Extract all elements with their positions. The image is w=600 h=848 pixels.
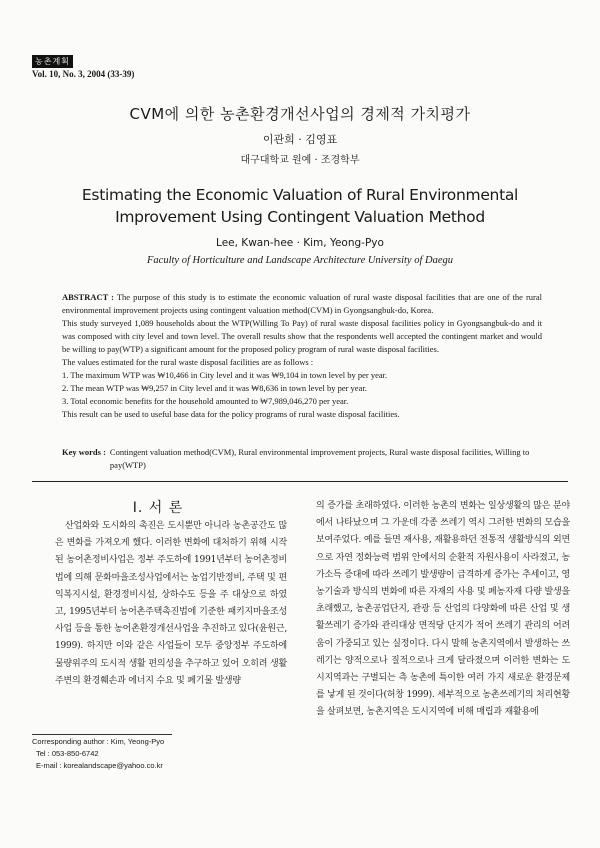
keywords <box>62 446 542 472</box>
abstract-label: ABSTRACT : <box>62 292 114 302</box>
authors-korean: 이관희 · 김영표 <box>262 133 338 146</box>
authors-english: Lee, Kwan-hee · Kim, Yeong-Pyo <box>216 237 384 249</box>
title-english: Estimating the Economic Valuation of Rural Environmental Improvement Using Contingent Valuation Method <box>81 186 519 226</box>
keywords-label: Key words : <box>62 447 106 457</box>
keywords-text: Contingent valuation method(CVM), Rural environmental improvement projects, Rural waste disposal facilities, Willing to pay(WTP) <box>109 447 530 470</box>
abstract-paragraph: The values estimated for the rural waste disposal facilities are as follows : <box>62 357 314 367</box>
footnote-author: Corresponding author : Kim, Yeong-Pyo <box>32 737 165 746</box>
journal-volume: Vol. 10, No. 3, 2004 (33-39) <box>32 69 135 79</box>
section-divider <box>32 481 568 482</box>
abstract-result-item: 3. Total economic benefits for the household amounted to ₩7,989,046,270 per year. <box>62 396 349 406</box>
abstract-result-item: 1. The maximum WTP was ₩10,466 in City level and it was ₩9,104 in town level by per year. <box>62 370 388 380</box>
section-heading: I. 서 론 <box>132 500 184 516</box>
affiliation-korean: 대구대학교 원예 · 조경학부 <box>240 155 360 166</box>
abstract-result-item: 2. The mean WTP was ₩9,257 in City level and it was ₩8,636 in town level by per year. <box>62 383 367 393</box>
body-column-right: 의 증가를 초래하였다. 이러한 농촌의 변화는 일상생활의 많은 분야에서 나타났으며 그 가운데 각종 쓰레기 역시 그러한 변화의 모습을 보여주었다. 예를 들면 재사용, 재활용하던 전통적 생활방식의 외면으로 자연 정화능력 범위 안에서의 순환적 자원사용이 사라졌고, 농가소득 증대에 따라 쓰레기 발생량이 급격하게 증가는 추세이고, 영농기술과 방식의 변화에 따른 자재의 사용 및 폐농자재 다량 발생을 초래했고, 농촌공업단지, 관광 등 산업의 다양화에 따른 산업 및 생활쓰레기 증가와 관리대상 면적당 단지가 적어 쓰레기 관리의 어려움이 가중되고 있는 실정이다. 다시 말해 농촌지역에서 발생하는 쓰레기는 양적으로나 질적으로나 크게 달라졌으며 이러한 변화는 도시지역과는 구별되는 측 농촌에 특이한 여러 가지 새로운 환경문제를 낳게 된 것이다(허창 1999). 세부적으로 농촌쓰레기의 처리현황을 살펴보면, 농촌지역은 도시지역에 비해 매립과 재활용에 <box>316 501 570 718</box>
affiliation-english: Faculty of Horticulture and Landscape Architecture University of Daegu <box>147 255 453 266</box>
abstract-text: The purpose of this study is to estimate the economic valuation of rural waste disposal facilities that are one of the rural environmental improvement projects using contingent valuation method(CVM) in Gyongsangbuk-do, Korea. <box>62 292 543 315</box>
body-column-left: 산업화와 도시화의 촉진은 도시뿐만 아니라 농촌공간도 많은 변화를 가져오게 했다. 이러한 변화에 대처하기 위해 시작된 농어촌정비사업은 정부 주도하에 1991년부터 농어촌정비법에 의해 문화마을조성사업에서는 농업기반정비, 주택 및 편익복지시설, 환경정비시설, 상하수도 등을 주 대상으로 하였고, 1995년부터 농어촌주택촉진법에 기준한 패키지마을조성사업 등을 통한 농어촌환경개선사업을 추진하고 있다(윤원근, 1999). 하지만 이와 같은 사업들이 모두 중앙정부 주도하에 물량위주의 도시적 생활 편의성을 추구하고 있어 오히려 생활주변의 환경훼손과 에너지 수요 및 폐기물 발생량 <box>55 521 287 686</box>
title-korean: CVM에 의한 농촌환경개선사업의 경제적 가치평가 <box>129 105 471 123</box>
footnote-divider <box>32 734 172 735</box>
footnote <box>32 736 164 772</box>
footnote-tel: Tel : 053-850-6742 <box>36 749 99 758</box>
journal-badge: 농촌계획 <box>32 55 73 68</box>
abstract-paragraph: This result can be used to useful base data for the policy programs of rural waste disposal facilities. <box>62 409 400 419</box>
abstract-paragraph <box>62 291 542 317</box>
abstract-paragraph: This study surveyed 1,089 households about the WTP(Willing To Pay) of rural waste disposal facilities policy in Gyongsangbuk-do and it was composed with city level and town level. The overall results show that the respondents well accepted the contingent market and would be willing to pay(WTP) a significant amount for the proposed policy program of rural waste disposal facilities. <box>62 318 542 354</box>
footnote-email: E-mail : korealandscape@yahoo.co.kr <box>36 761 163 770</box>
abstract <box>62 291 542 421</box>
